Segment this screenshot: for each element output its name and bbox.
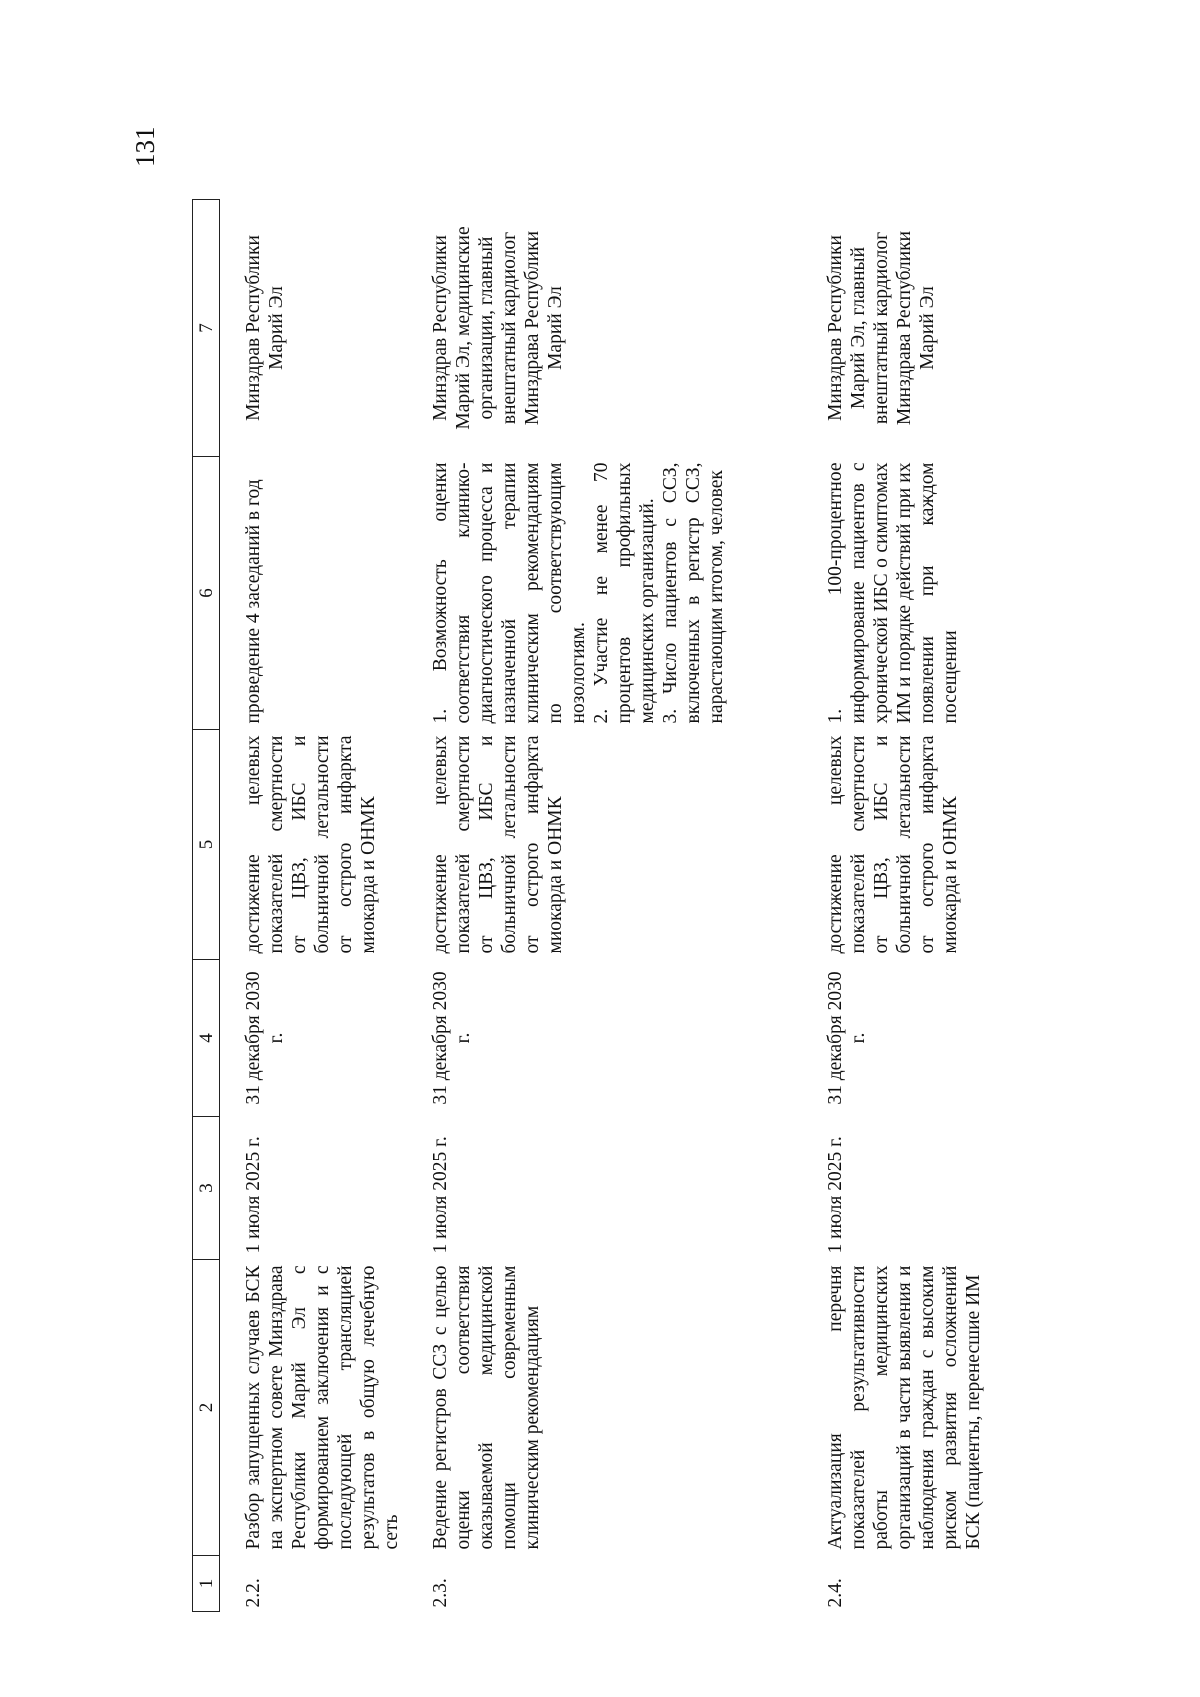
event-cell: Ведение регистров ССЗ с целью оценки соответствия оказываемой медицинской помощи современным клиническим рекомендациям [430,1265,543,1550]
start-date-cell: 1 июля 2025 г. [243,1136,264,1254]
header-cell: 4 [193,960,220,1117]
responsible-cell: Минздрав Республики Марий Эл, медицинские организации, главный внештатный кардиолог Минздрава Республики Марий Эл [430,226,566,430]
event-cell: Разбор запущенных случаев БСК на экспертном совете Минздрава Республики Марий Эл с формированием заключения и с последующей трансляцией результатов в общую лечебную сеть [243,1265,402,1550]
end-date-cell: 31 декабря 2030 г. [243,971,287,1105]
header-cell: 6 [193,457,220,730]
page-number: 131 [130,126,160,167]
indicator-cell: 1. 100-процентное информирование пациентов с хронической ИБС о симптомах ИМ и порядке действий при их появлении при каждом посещении [825,462,961,724]
table-row [403,200,728,1612]
table-header-row [193,200,220,1612]
row-number: 2.4. [825,1578,846,1608]
indicator-cell: проведение 4 заседаний в год [243,479,264,724]
header-cell: 7 [193,200,220,457]
row-number: 2.2. [243,1578,264,1608]
end-date-cell: 31 декабря 2030 г. [825,971,869,1105]
event-cell: Актуализация перечня показателей результативности работы медицинских организаций в части выявления и наблюдения граждан с высоким риском развития осложнений БСК (пациенты, перенесшие ИМ [825,1265,984,1550]
result-cell: достижение целевых показателей смертности от ЦВЗ, ИБС и больничной летальности от острого инфаркта миокарда и ОНМК [825,735,961,954]
result-cell: достижение целевых показателей смертности от ЦВЗ, ИБС и больничной летальности от острого инфаркта миокарда и ОНМК [430,735,566,954]
table-row [728,200,985,1612]
header-cell: 1 [193,1556,220,1612]
indicator-cell: 1. Возможность оценки соответствия клинико-диагностического процесса и назначенной терапии клиническим рекомендациям по соответствующим нозологиям. 2. Участие не менее 70 процентов профильных медицинских организаций. 3. Число пациентов с ССЗ, включенных в регистр ССЗ, нарастающим итогом, человек [430,462,727,724]
measures-table [192,199,985,1612]
header-cell: 3 [193,1117,220,1260]
start-date-cell: 1 июля 2025 г. [430,1136,451,1254]
header-cell: 5 [193,730,220,960]
start-date-cell: 1 июля 2025 г. [825,1136,846,1254]
row-number: 2.3. [430,1578,451,1608]
responsible-cell: Минздрав Республики Марий Эл [243,235,287,421]
responsible-cell: Минздрав Республики Марий Эл, главный внештатный кардиолог Минздрава Республики Марий Эл [825,230,938,426]
result-cell: достижение целевых показателей смертности от ЦВЗ, ИБС и больничной летальности от острого инфаркта миокарда и ОНМК [243,735,379,954]
end-date-cell: 31 декабря 2030 г. [430,971,474,1105]
header-cell: 2 [193,1260,220,1556]
table-row [220,200,404,1612]
